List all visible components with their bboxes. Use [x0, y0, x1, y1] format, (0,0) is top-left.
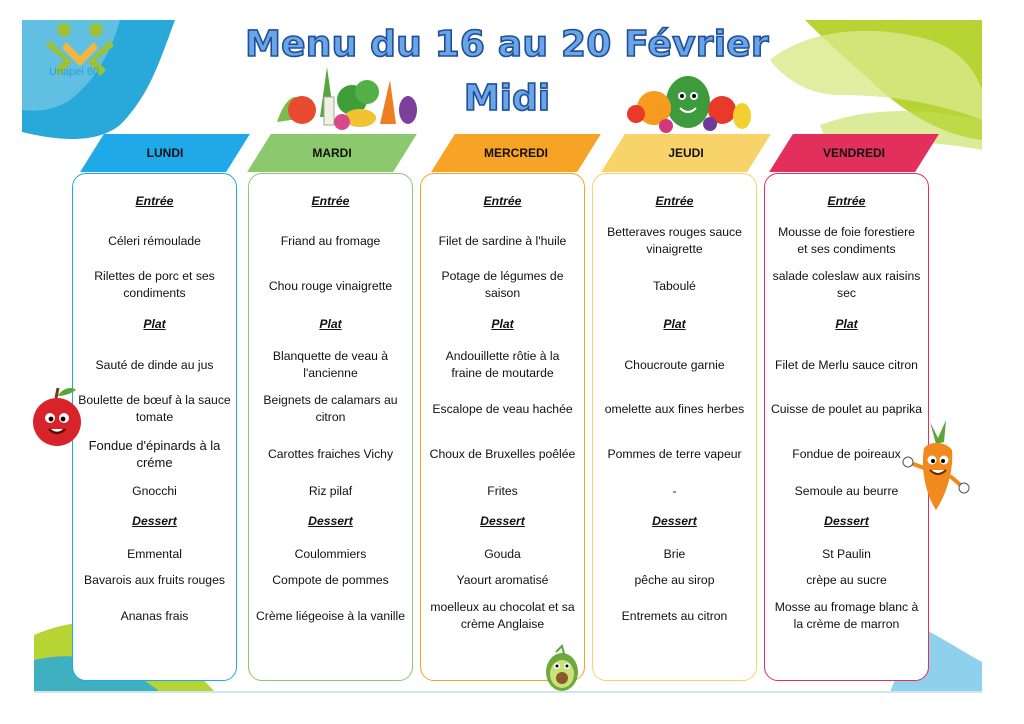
menu-item: Sauté de dinde au jus [95, 358, 214, 372]
menu-column-mercredi [420, 173, 585, 681]
section-plat: Plat [491, 317, 514, 331]
menu-item: Crème liégeoise à la vanille [255, 609, 406, 623]
menu-item: Compote de pommes [272, 573, 389, 587]
section-entree: Entrée [827, 194, 866, 208]
menu-item: Frites [487, 484, 518, 498]
tab-vendredi [781, 134, 927, 172]
menu-item: Gouda [484, 547, 521, 561]
carrot-mascot-icon [902, 418, 972, 514]
day-label-vendredi: VENDREDI [822, 146, 885, 160]
tab-lundi [92, 134, 238, 172]
menu-item: - [672, 484, 677, 498]
menu-item: Taboulé [653, 279, 696, 293]
menu-item: Mousse de foie forestiere et ses condiments [778, 225, 915, 256]
menu-item: Mosse au fromage blanc à la crème de marron [774, 600, 919, 631]
menu-item: Semoule au beurre [794, 484, 899, 498]
menu-item: Fondue de poireaux [792, 447, 901, 461]
menu-item: Andouillette rôtie à la fraine de moutarde [445, 349, 560, 380]
section-dessert: Dessert [652, 514, 697, 528]
page-subtitle: Midi [463, 78, 551, 119]
menu-column-jeudi [592, 173, 757, 681]
menu-item: crèpe au sucre [806, 573, 887, 587]
menu-item: Bavarois aux fruits rouges [84, 573, 225, 587]
menu-item: Entremets au citron [621, 609, 728, 623]
menu-item: Escalope de veau hachée [432, 402, 573, 416]
menu-column-lundi [72, 173, 237, 681]
menu-item: Filet de Merlu sauce citron [775, 358, 918, 372]
menu-item: Emmental [127, 547, 182, 561]
menu-item: Friand au fromage [280, 234, 381, 248]
apple-mascot-icon [28, 384, 86, 450]
section-dessert: Dessert [308, 514, 353, 528]
page-title: Menu du 16 au 20 Février [245, 24, 769, 65]
menu-item: Potage de légumes de saison [441, 269, 564, 300]
day-label-mercredi: MERCREDI [483, 146, 548, 160]
section-plat: Plat [835, 317, 858, 331]
menu-item: salade coleslaw aux raisins sec [772, 269, 921, 300]
tab-mardi [259, 134, 405, 172]
vegetables-illustration [272, 62, 422, 132]
section-entree: Entrée [311, 194, 350, 208]
section-dessert: Dessert [132, 514, 177, 528]
section-entree: Entrée [655, 194, 694, 208]
avocado-mascot-icon [542, 644, 582, 692]
section-entree: Entrée [135, 194, 174, 208]
menu-item: Brie [663, 547, 686, 561]
logo-text: Unapei 60 [49, 66, 100, 78]
fruits-illustration [626, 74, 756, 134]
day-label-lundi: LUNDI [146, 146, 184, 160]
section-plat: Plat [663, 317, 686, 331]
menu-item: Cuisse de poulet au paprika [770, 402, 923, 416]
menu-item: Gnocchi [132, 484, 177, 498]
menu-item: Boulette de bœuf à la sauce tomate [78, 393, 231, 424]
menu-item: Yaourt aromatisé [456, 573, 549, 587]
menu-item: omelette aux fines herbes [604, 402, 745, 416]
section-dessert: Dessert [480, 514, 525, 528]
menu-item: Choux de Bruxelles poêlée [429, 447, 576, 461]
menu-item: moelleux au chocolat et sa crème Anglaise [430, 600, 575, 631]
menu-item: pêche au sirop [634, 573, 715, 587]
menu-item: Ananas frais [120, 609, 189, 623]
tab-mercredi [443, 134, 589, 172]
menu-item: Pommes de terre vapeur [607, 447, 742, 461]
day-label-mardi: MARDI [312, 146, 352, 160]
menu-item: Filet de sardine à l'huile [438, 234, 567, 248]
menu-item: Choucroute garnie [624, 358, 725, 372]
menu-item: Rilettes de porc et ses condiments [94, 269, 215, 300]
menu-item: Céleri rémoulade [108, 234, 201, 248]
menu-column-mardi [248, 173, 413, 681]
menu-item: Blanquette de veau à l'ancienne [272, 349, 389, 380]
menu-item: Coulommiers [294, 547, 367, 561]
tab-jeudi [613, 134, 759, 172]
menu-item: St Paulin [822, 547, 871, 561]
section-entree: Entrée [483, 194, 522, 208]
menu-item: Carottes fraiches Vichy [267, 447, 394, 461]
menu-item: Betteraves rouges sauce vinaigrette [607, 225, 742, 256]
day-label-jeudi: JEUDI [668, 146, 704, 160]
menu-item: Chou rouge vinaigrette [268, 279, 393, 293]
menu-item: Riz pilaf [308, 484, 353, 498]
section-plat: Plat [143, 317, 166, 331]
menu-item: Beignets de calamars au citron [263, 393, 398, 424]
section-dessert: Dessert [824, 514, 869, 528]
section-plat: Plat [319, 317, 342, 331]
menu-item: Fondue d'épinards à la créme [88, 438, 221, 470]
